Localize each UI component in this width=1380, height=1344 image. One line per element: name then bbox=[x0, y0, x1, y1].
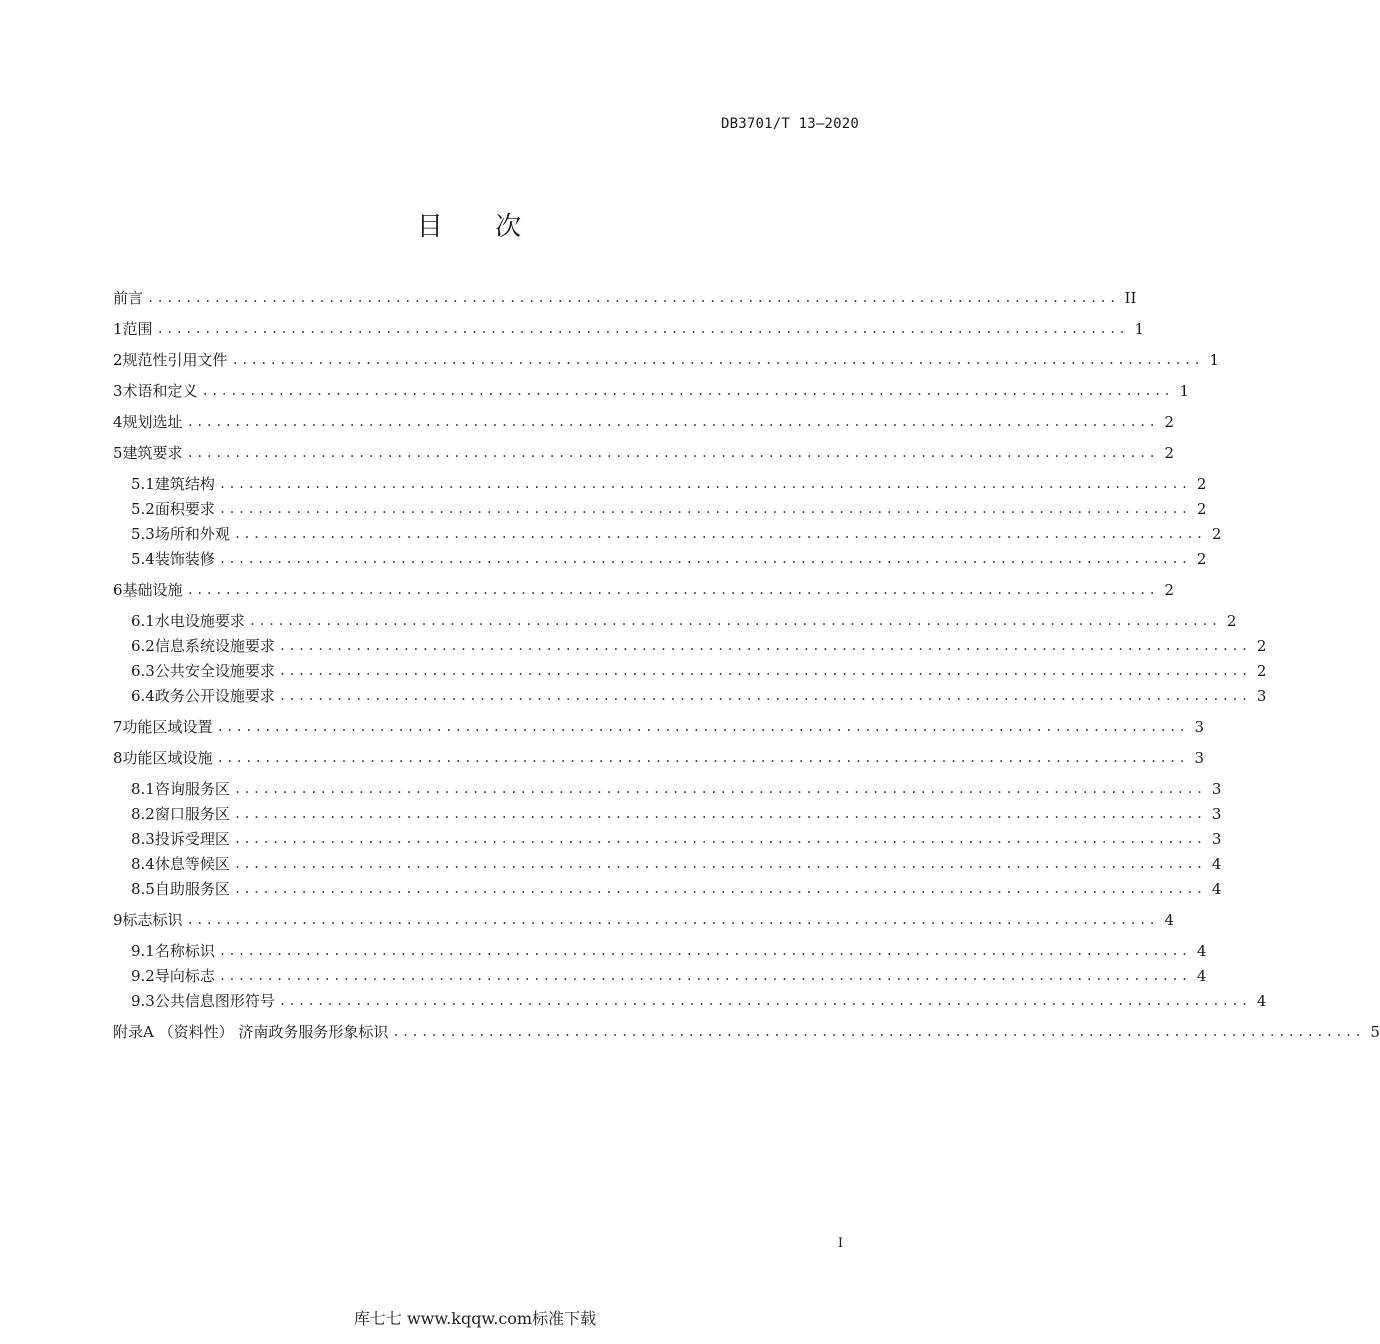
toc-page: 2 bbox=[1164, 444, 1175, 462]
toc-number: 5.3 bbox=[131, 525, 155, 543]
toc-number: 5 bbox=[113, 444, 123, 462]
toc-label: 咨询服务区 bbox=[154, 780, 230, 798]
toc-entry-foreword[interactable] bbox=[113, 287, 1137, 309]
page-number: I bbox=[837, 1236, 843, 1251]
toc-page: 5 bbox=[1370, 1023, 1380, 1041]
toc-number: 5.1 bbox=[131, 475, 155, 493]
leader-dots: ...................................................................................................... bbox=[218, 552, 1191, 566]
toc-number: 6 bbox=[113, 581, 123, 599]
toc-page: 4 bbox=[1211, 880, 1222, 898]
toc-number: 9.2 bbox=[131, 967, 155, 985]
toc-label: 窗口服务区 bbox=[154, 805, 230, 823]
toc-page: 4 bbox=[1196, 967, 1207, 985]
toc-label: 前言 bbox=[113, 289, 144, 307]
toc-label: 信息系统设施要求 bbox=[154, 637, 275, 655]
toc-entry-3[interactable] bbox=[113, 380, 1190, 402]
toc-number: 4 bbox=[113, 413, 123, 431]
leader-dots: ...................................................................................................... bbox=[233, 857, 1206, 871]
leader-dots: ...................................................................................................... bbox=[218, 969, 1191, 983]
toc-page: 4 bbox=[1256, 992, 1267, 1010]
toc-page: 1 bbox=[1209, 351, 1220, 369]
toc-label: 水电设施要求 bbox=[154, 612, 245, 630]
toc-entry-2[interactable] bbox=[113, 349, 1220, 371]
leader-dots: ...................................................................................................... bbox=[201, 384, 1174, 398]
toc-page: 4 bbox=[1196, 942, 1207, 960]
toc-number: 8.2 bbox=[131, 805, 155, 823]
toc-entry-4[interactable] bbox=[113, 411, 1175, 433]
leader-dots: ...................................................................................................... bbox=[278, 994, 1251, 1008]
toc-label: 导向标志 bbox=[154, 967, 215, 985]
toc-label: 建筑结构 bbox=[154, 475, 215, 493]
toc-label: 基础设施 bbox=[122, 581, 183, 599]
toc-number: 5.2 bbox=[131, 500, 155, 518]
toc-page: 3 bbox=[1194, 749, 1205, 767]
toc-label: 场所和外观 bbox=[154, 525, 230, 543]
leader-dots: ...................................................................................................... bbox=[186, 913, 1159, 927]
leader-dots: ...................................................................................................... bbox=[147, 291, 1119, 305]
toc-entry-9-3[interactable] bbox=[131, 990, 1267, 1012]
toc-number: 6.3 bbox=[131, 662, 155, 680]
toc-number: 5.4 bbox=[131, 550, 155, 568]
toc-label: 功能区域设施 bbox=[122, 749, 213, 767]
leader-dots: ...................................................................................................... bbox=[233, 807, 1206, 821]
toc-entry-8-2[interactable] bbox=[131, 803, 1222, 825]
toc-label: 装饰装修 bbox=[154, 550, 215, 568]
toc-label: 规划选址 bbox=[122, 413, 183, 431]
toc-page: 1 bbox=[1134, 320, 1145, 338]
toc-number: 9.1 bbox=[131, 942, 155, 960]
toc-entry-6-2[interactable] bbox=[131, 635, 1267, 657]
toc-entry-9[interactable] bbox=[113, 909, 1175, 931]
toc-entry-6-3[interactable] bbox=[131, 660, 1267, 682]
toc-page: 2 bbox=[1256, 637, 1267, 655]
toc-entry-8-5[interactable] bbox=[131, 878, 1222, 900]
toc-page: II bbox=[1124, 289, 1137, 307]
toc-label: 规范性引用文件 bbox=[122, 351, 228, 369]
toc-label: 术语和定义 bbox=[122, 382, 198, 400]
toc-page: 2 bbox=[1256, 662, 1267, 680]
toc-number: 2 bbox=[113, 351, 123, 369]
leader-dots: ...................................................................................................... bbox=[233, 782, 1206, 796]
toc-page: 2 bbox=[1196, 500, 1207, 518]
toc-page: 3 bbox=[1256, 687, 1267, 705]
leader-dots: ...................................................................................................... bbox=[278, 664, 1251, 678]
toc-page: 3 bbox=[1194, 718, 1205, 736]
leader-dots: ...................................................................................................... bbox=[231, 353, 1204, 367]
toc-number: 8.5 bbox=[131, 880, 155, 898]
toc-entry-6-4[interactable] bbox=[131, 685, 1267, 707]
leader-dots: ...................................................................................................... bbox=[216, 720, 1189, 734]
footer-watermark: 库七七 www.kqqw.com标准下载 bbox=[353, 1309, 597, 1328]
toc-number: 8.1 bbox=[131, 780, 155, 798]
toc-page: 2 bbox=[1164, 413, 1175, 431]
toc-label: 名称标识 bbox=[154, 942, 215, 960]
page-title: 目 次 bbox=[416, 212, 544, 242]
leader-dots: ...................................................................................................... bbox=[156, 322, 1129, 336]
toc-entry-9-2[interactable] bbox=[131, 965, 1207, 987]
toc-label: 面积要求 bbox=[154, 500, 215, 518]
toc-entry-5-1[interactable] bbox=[131, 473, 1207, 495]
toc-number: 6.1 bbox=[131, 612, 155, 630]
toc-label: 自助服务区 bbox=[154, 880, 230, 898]
document-code: DB3701/T 13—2020 bbox=[720, 116, 859, 132]
toc-number: 7 bbox=[113, 718, 123, 736]
toc-entry-6[interactable] bbox=[113, 579, 1175, 601]
toc-entry-8-4[interactable] bbox=[131, 853, 1222, 875]
toc-page: 2 bbox=[1226, 612, 1237, 630]
toc-page: 1 bbox=[1179, 382, 1190, 400]
toc-number: 6.2 bbox=[131, 637, 155, 655]
toc-page: 3 bbox=[1211, 780, 1222, 798]
leader-dots: ...................................................................................................... bbox=[216, 751, 1189, 765]
toc-label: 范围 bbox=[122, 320, 153, 338]
leader-dots: ...................................................................................................... bbox=[218, 502, 1191, 516]
toc-page: 2 bbox=[1196, 550, 1207, 568]
toc-entry-appendix-a[interactable] bbox=[113, 1021, 1380, 1043]
toc-label: 政务公开设施要求 bbox=[154, 687, 275, 705]
toc-entry-8-3[interactable] bbox=[131, 828, 1222, 850]
toc-label: 标志标识 bbox=[122, 911, 183, 929]
toc-number: 8.3 bbox=[131, 830, 155, 848]
toc-page: 2 bbox=[1196, 475, 1207, 493]
toc-entry-7[interactable] bbox=[113, 716, 1205, 738]
toc-number: 9.3 bbox=[131, 992, 155, 1010]
toc-entry-5-3[interactable] bbox=[131, 523, 1222, 545]
toc-number: 3 bbox=[113, 382, 123, 400]
toc-label: 公共安全设施要求 bbox=[154, 662, 275, 680]
leader-dots: ...................................................................................................... bbox=[278, 639, 1251, 653]
toc-page: 3 bbox=[1211, 830, 1222, 848]
leader-dots: ...................................................................................................... bbox=[233, 527, 1206, 541]
leader-dots: ...................................................................................................... bbox=[186, 446, 1159, 460]
toc-entry-5[interactable] bbox=[113, 442, 1175, 464]
toc-number: 6.4 bbox=[131, 687, 155, 705]
leader-dots: ...................................................................................................... bbox=[233, 832, 1206, 846]
leader-dots: ...................................................................................................... bbox=[248, 614, 1221, 628]
leader-dots: ...................................................................................................... bbox=[186, 583, 1159, 597]
toc-label: 公共信息图形符号 bbox=[154, 992, 275, 1010]
toc-page: 2 bbox=[1211, 525, 1222, 543]
toc-entry-9-1[interactable] bbox=[131, 940, 1207, 962]
toc-label: 建筑要求 bbox=[122, 444, 183, 462]
toc-entry-1[interactable] bbox=[113, 318, 1145, 340]
leader-dots: ...................................................................................................... bbox=[218, 944, 1191, 958]
toc-page: 3 bbox=[1211, 805, 1222, 823]
toc-page: 4 bbox=[1164, 911, 1175, 929]
toc-page: 2 bbox=[1164, 581, 1175, 599]
toc-label: 投诉受理区 bbox=[154, 830, 230, 848]
toc-label: 休息等候区 bbox=[154, 855, 230, 873]
toc-entry-5-2[interactable] bbox=[131, 498, 1207, 520]
toc-page: 4 bbox=[1211, 855, 1222, 873]
toc-number: 8 bbox=[113, 749, 123, 767]
leader-dots: ...................................................................................................... bbox=[278, 689, 1251, 703]
leader-dots: ...................................................................................................... bbox=[218, 477, 1191, 491]
toc-number: 9 bbox=[113, 911, 123, 929]
leader-dots: ...................................................................................................... bbox=[392, 1025, 1364, 1039]
leader-dots: ...................................................................................................... bbox=[233, 882, 1206, 896]
leader-dots: ...................................................................................................... bbox=[186, 415, 1159, 429]
toc-entry-8-1[interactable] bbox=[131, 778, 1222, 800]
toc-entry-8[interactable] bbox=[113, 747, 1205, 769]
toc-entry-6-1[interactable] bbox=[131, 610, 1237, 632]
toc-label: 功能区域设置 bbox=[122, 718, 213, 736]
toc-label: 附录A （资料性） 济南政务服务形象标识 bbox=[113, 1023, 389, 1041]
toc-entry-5-4[interactable] bbox=[131, 548, 1207, 570]
toc-number: 8.4 bbox=[131, 855, 155, 873]
toc-number: 1 bbox=[113, 320, 123, 338]
